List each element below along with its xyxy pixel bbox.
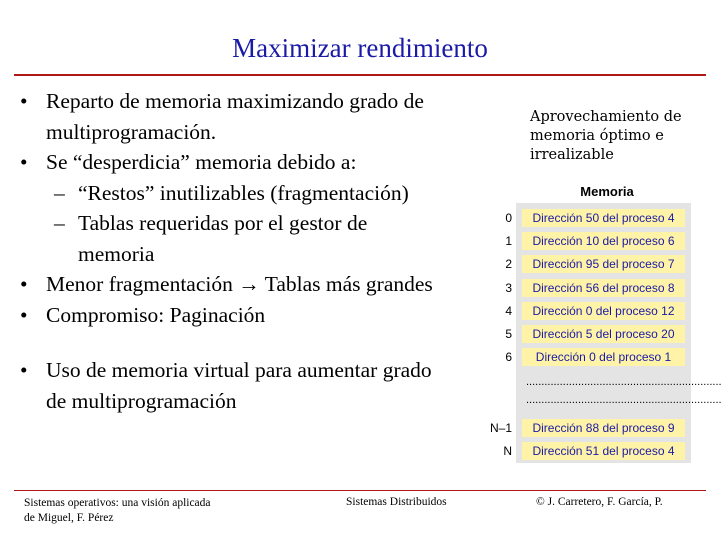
side-note-line: irrealizable [530,147,614,163]
footer-left-line: Sistemas operativos: una visión aplicada [24,497,211,509]
bullet-list [20,86,490,416]
memory-cell: Dirección 51 del proceso 4 [522,442,685,460]
side-note [530,108,705,165]
bullet-icon: • [20,358,28,382]
sub-bullet-text-line: memoria [78,241,155,266]
memory-cell: Dirección 56 del proceso 8 [522,279,685,297]
spacer [20,330,490,355]
sub-bullet-text: “Restos” inutilizables (fragmentación) [78,180,409,205]
memory-cell: Dirección 0 del proceso 12 [522,302,685,320]
bullet-icon: • [20,150,28,174]
footer-divider [14,490,706,491]
memory-index: 1 [505,234,512,248]
memory-cell: Dirección 0 del proceso 1 [522,348,685,366]
dash-icon: – [54,211,65,235]
memory-block [516,203,722,463]
bullet-item [20,269,490,300]
footer-middle: Sistemas Distribuidos [346,496,447,508]
title-divider [14,74,706,76]
bullet-item [20,86,490,147]
bullet-text-line: multiprogramación. [46,119,217,144]
memory-title: Memoria [580,184,634,199]
memory-ellipsis: ................................................................ [526,376,722,388]
bullet-text-line: Reparto de memoria maximizando grado de [46,89,424,113]
bullet-item [20,147,490,178]
bullet-item [20,355,490,416]
bullet-text-line: Uso de memoria virtual para aumentar grado [46,358,432,382]
bullet-text: Compromiso: Paginación [46,302,266,327]
memory-index: 5 [505,327,512,341]
bullet-icon: • [20,89,28,113]
memory-cell: Dirección 10 del proceso 6 [522,232,685,250]
footer-left [24,496,211,526]
sub-bullet-item [20,178,490,209]
memory-ellipsis: ................................................................ [526,394,722,406]
memory-index: N [503,444,512,458]
memory-index: N–1 [490,421,513,435]
memory-cell: Dirección 88 del proceso 9 [522,419,685,437]
sub-bullet-text-line: Tablas requeridas por el gestor de [78,211,368,235]
memory-index: 4 [505,304,512,318]
slide-title: Maximizar rendimiento [232,33,488,63]
memory-index: 0 [505,211,512,225]
dash-icon: – [54,180,65,205]
bullet-item [20,300,490,331]
bullet-text: Menor fragmentación → Tablas más grandes [46,272,433,296]
bullet-text-line: de multiprogramación [46,388,237,413]
bullet-icon: • [20,272,28,296]
side-note-line: Aprovechamiento de [530,109,682,125]
memory-diagram [490,184,722,464]
memory-cell: Dirección 5 del proceso 20 [522,325,685,343]
footer-right: © J. Carretero, F. García, P. [536,496,663,508]
memory-cell: Dirección 50 del proceso 4 [522,209,685,227]
sub-bullet-item [20,208,490,269]
memory-index: 6 [505,350,512,364]
footer-left-line: de Miguel, F. Pérez [24,512,114,524]
bullet-icon: • [20,302,28,327]
bullet-text: Se “desperdicia” memoria debido a: [46,150,357,174]
side-note-line: memoria óptimo e [530,128,664,144]
memory-index: 2 [505,257,512,271]
memory-index: 3 [505,281,512,295]
memory-cell: Dirección 95 del proceso 7 [522,255,685,273]
